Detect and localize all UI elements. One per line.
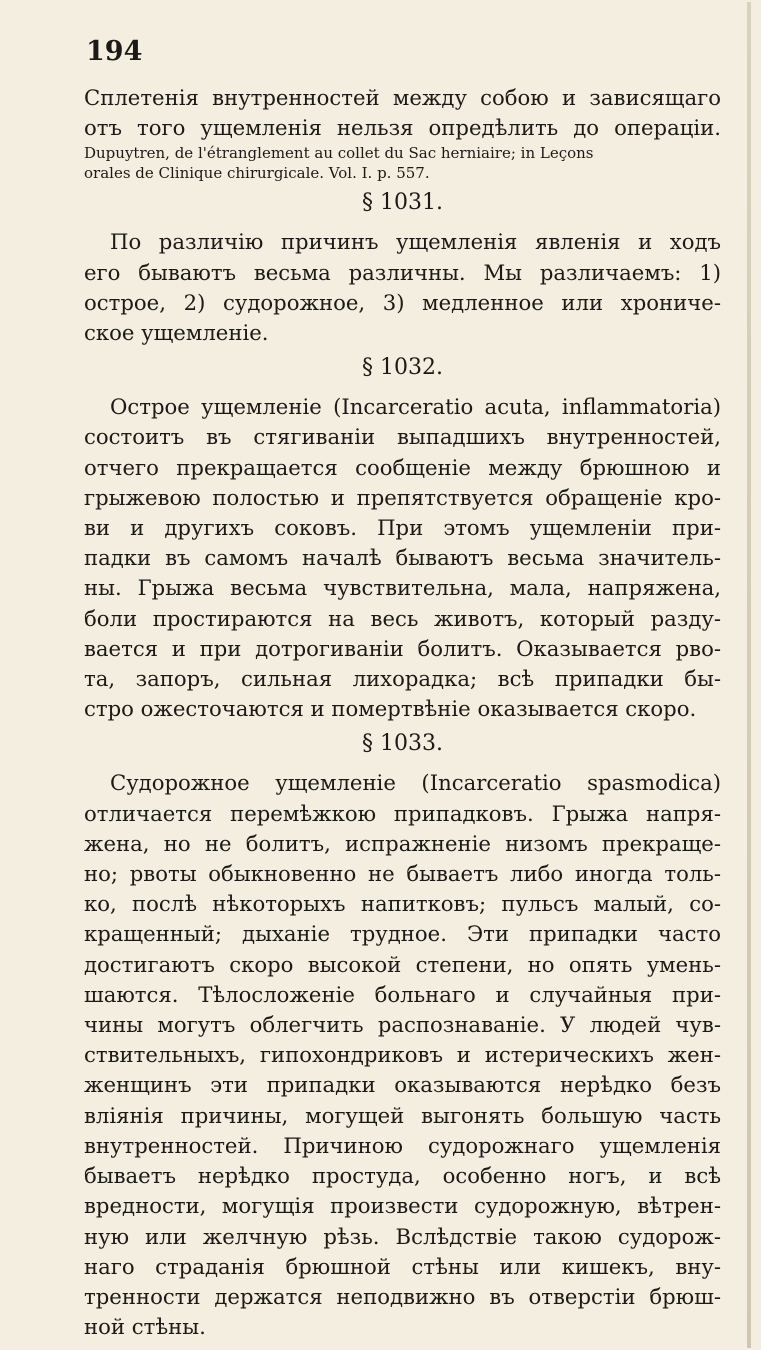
footnote-line: orales de Clinique chirurgicale. Vol. I. p. 557.: [84, 164, 430, 183]
text-line: ной стѣны.: [84, 1314, 206, 1340]
text-line: ны. Грыжа весьма чувствительна, мала, напряжена,: [84, 575, 721, 601]
text-line: ви и другихъ соковъ. При этомъ ущемленіи при-: [84, 515, 721, 541]
text-line: тренности держатся неподвижно въ отверстіи брюш-: [84, 1283, 721, 1309]
text-line: чины могутъ облегчить распознаваніе. У людей чув-: [84, 1012, 721, 1038]
text-line: отличается перемѣжкою припадковъ. Грыжа напря-: [84, 800, 721, 826]
text-line: женщинъ эти припадки оказываются нерѣдко безъ: [84, 1072, 721, 1098]
page-number: 194: [86, 36, 143, 67]
text-line: вредности, могущія произвести судорожную, вѣтрен-: [84, 1193, 721, 1219]
text-line: шаются. Тѣлосложеніе больнаго и случайныя при-: [84, 981, 721, 1007]
text-line: кращенный; дыханіе трудное. Эти припадки часто: [84, 921, 721, 947]
text-line: отчего прекращается сообщеніе между брюшною и: [84, 454, 721, 480]
text-line: Сплетенія внутренностей между собою и зависящаго: [84, 85, 721, 110]
text-line: стро ожесточаются и помертвѣніе оказывается скоро.: [84, 696, 697, 722]
text-line: бываетъ нерѣдко простуда, особенно ногъ, и всѣ: [84, 1163, 721, 1189]
text-line: вліянія причины, могущей выгонять большую часть: [84, 1102, 721, 1128]
text-line: но; рвоты обыкновенно не бываетъ либо иногда толь-: [84, 861, 721, 887]
text-line: ко, послѣ нѣкоторыхъ напитковъ; пульсъ малый, со-: [84, 891, 721, 917]
intro-paragraph: [84, 83, 721, 143]
text-line: падки въ самомъ началѣ бываютъ весьма значитель-: [84, 545, 721, 571]
text-line: грыжевою полостью и препятствуется обращеніе кро-: [84, 484, 721, 510]
footnote-line: Dupuytren, de l'étranglement au collet du Sac herniaire; in Leçons: [84, 144, 594, 163]
text-line: ское ущемленіе.: [84, 320, 269, 346]
text-line: та, запоръ, сильная лихорадка; всѣ припадки бы-: [84, 666, 721, 692]
text-line: острое, 2) судорожное, 3) медленное или хрониче-: [84, 289, 721, 315]
section-heading-1033: § 1033.: [362, 731, 443, 757]
text-line: наго страданія брюшной стѣны или кишекъ, вну-: [84, 1253, 721, 1279]
text-line: вается и при дотрогиваніи болитъ. Оказывается рво-: [84, 635, 721, 661]
text-line: состоитъ въ стягиваніи выпадшихъ внутренностей,: [84, 424, 721, 450]
section-heading-1032: § 1032.: [362, 355, 443, 381]
section-1031-body: [84, 227, 721, 348]
footnote: [84, 143, 721, 183]
text-line: По различію причинъ ущемленія явленія и ходъ: [110, 229, 721, 255]
text-line: Судорожное ущемленіе (Incarceratio spasmodica): [110, 770, 721, 796]
text-line: жена, но не болитъ, испражненіе низомъ прекраще-: [84, 830, 721, 856]
text-line: ную или желчную рѣзь. Вслѣдствіе такою судорож-: [84, 1223, 721, 1249]
text-line: Острое ущемленіе (Incarceratio acuta, inflammatoria): [110, 394, 721, 420]
section-1032-body: [84, 392, 721, 724]
text-line: отъ того ущемленія нельзя опредѣлить до операціи.: [84, 115, 721, 141]
section-1033-body: [84, 768, 721, 1342]
text-line: ствительныхъ, гипохондриковъ и истерическихъ жен-: [84, 1042, 721, 1068]
text-line: достигаютъ скоро высокой степени, но опять умень-: [84, 951, 721, 977]
text-line: боли простираются на весь животъ, который разду-: [84, 605, 721, 631]
page-edge: [747, 2, 751, 1348]
text-line: внутренностей. Причиною судорожнаго ущемленія: [84, 1132, 721, 1158]
text-line: его бываютъ весьма различны. Мы различаемъ: 1): [84, 259, 721, 285]
section-heading-1031: § 1031.: [362, 190, 443, 216]
